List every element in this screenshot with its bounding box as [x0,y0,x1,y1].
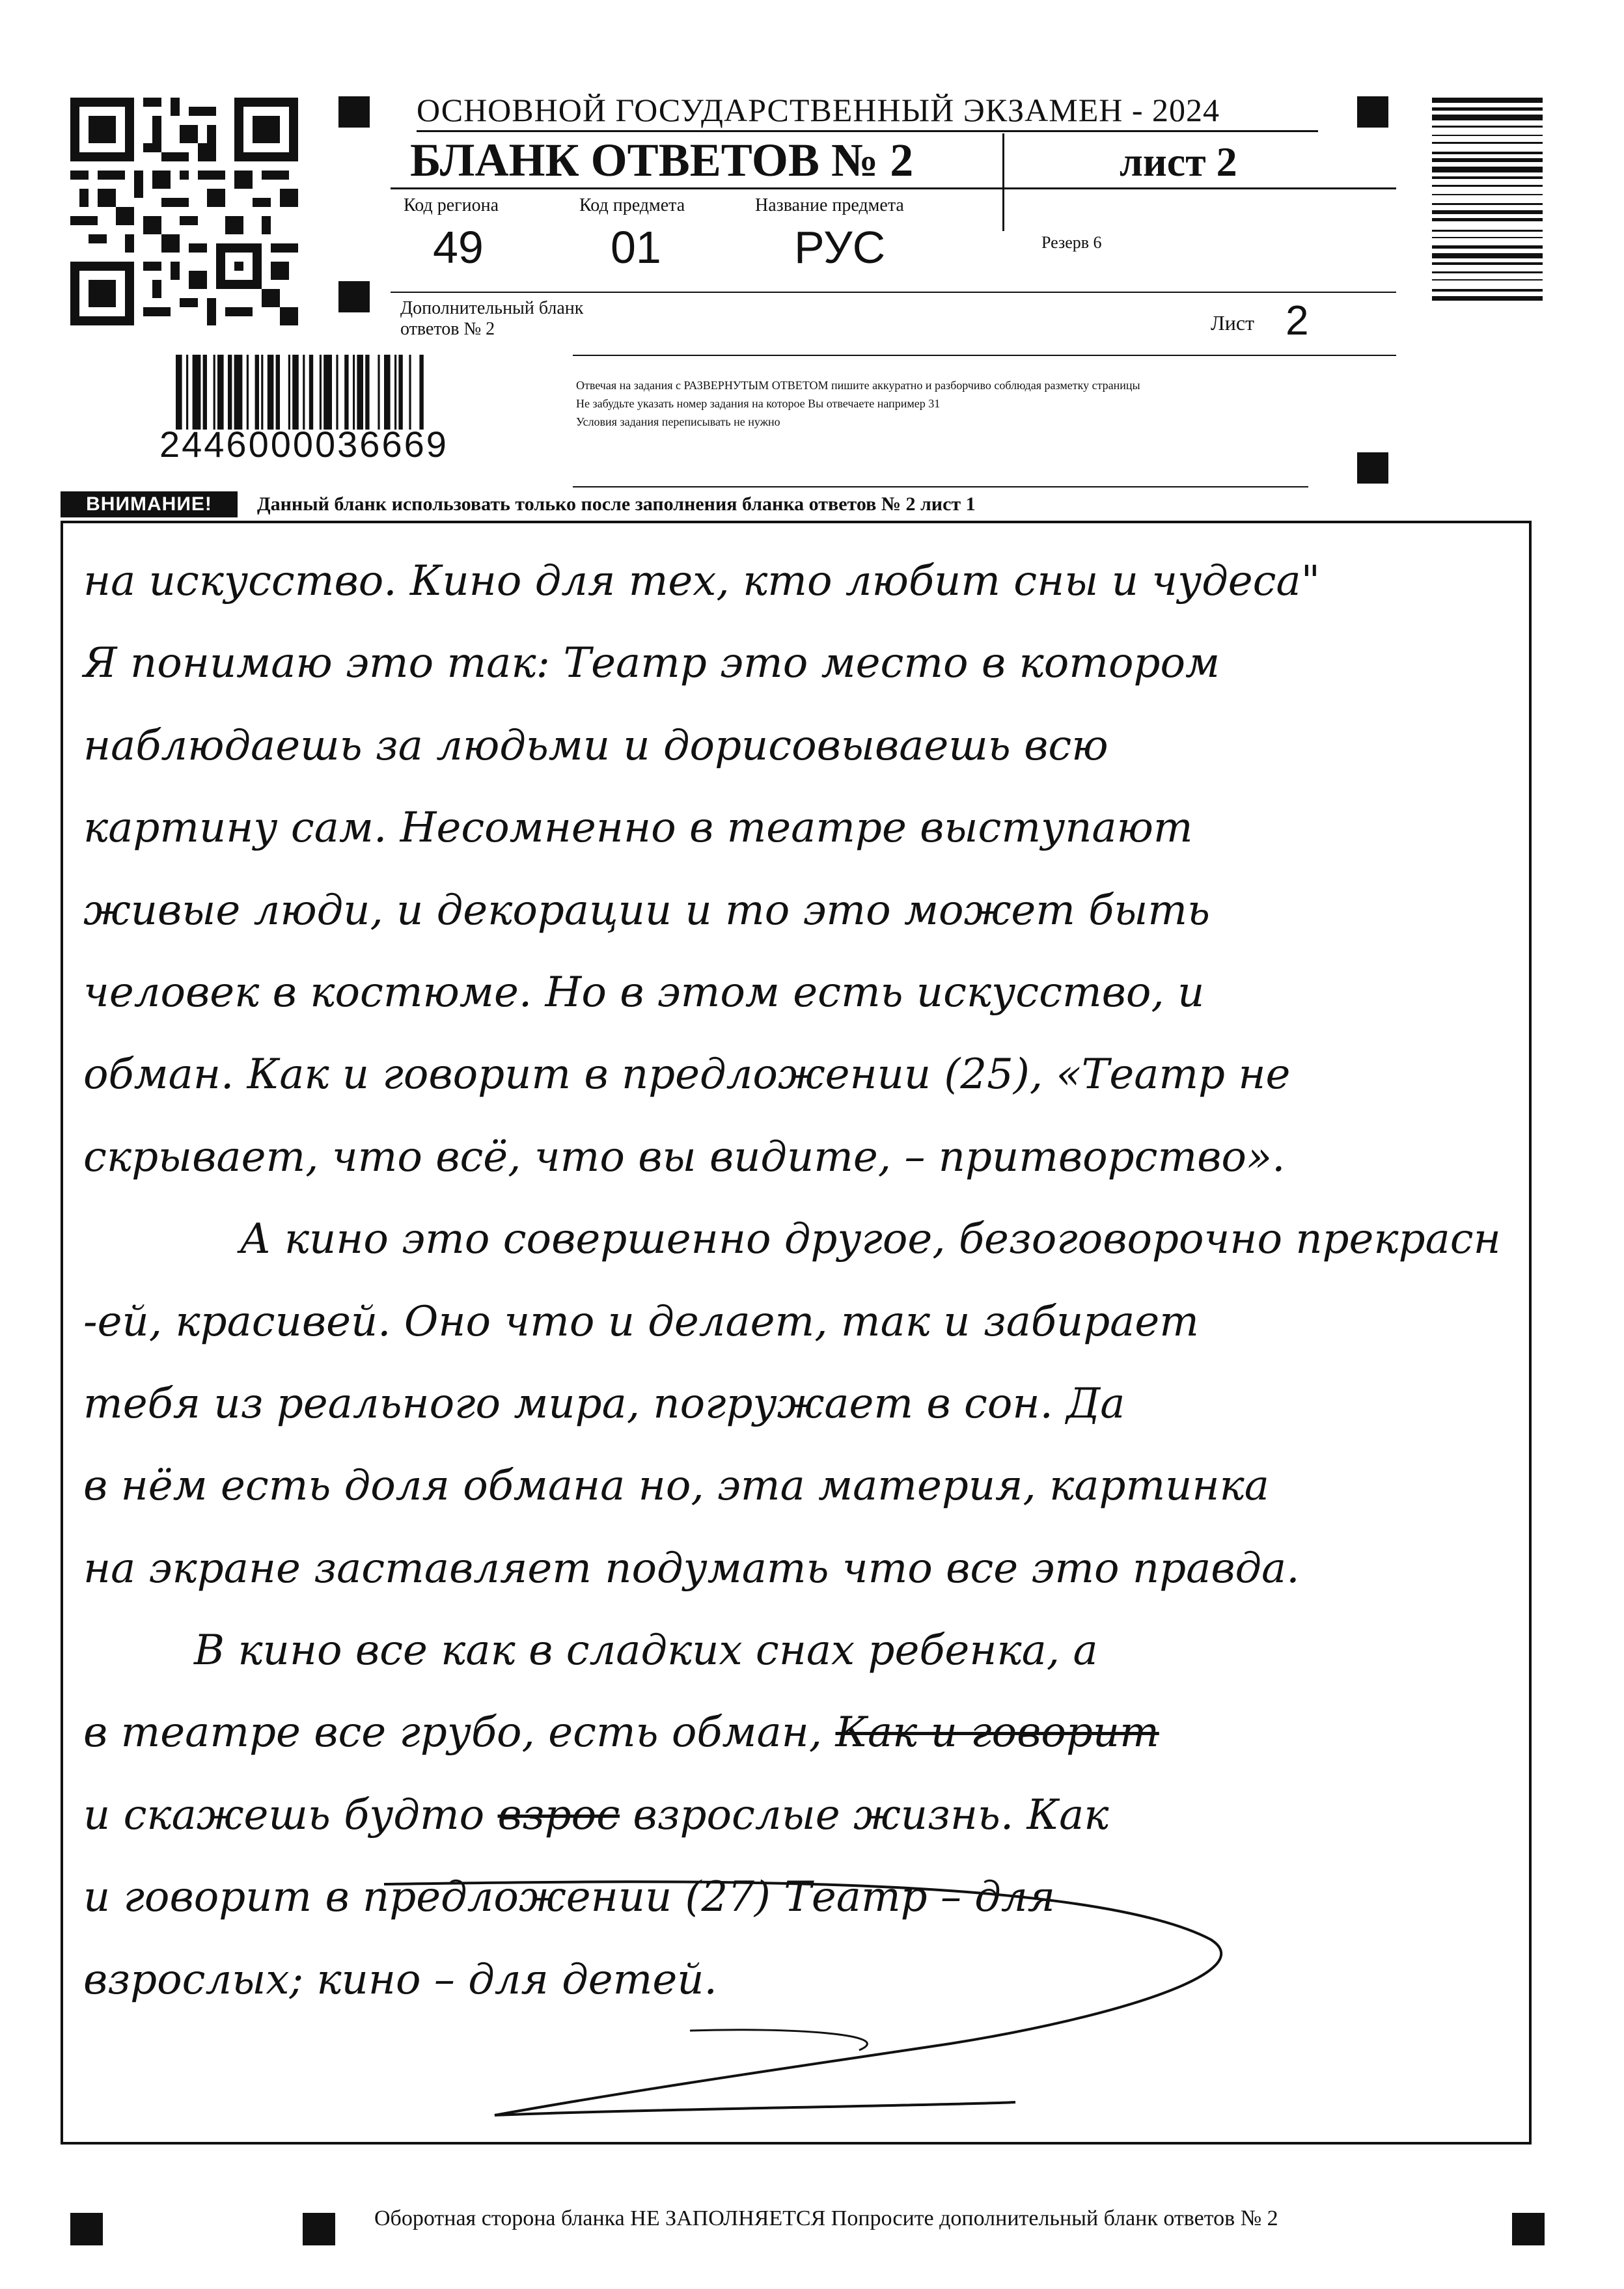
cancellation-z-stroke [365,1874,1289,2135]
barcode-bar [276,355,280,430]
barcode-bar [203,355,207,430]
barcode-bar [378,355,379,430]
barcode-bar [1432,176,1543,179]
barcode-bar [176,355,182,430]
answer-line: наблюдаешь за людьми и дорисовываешь всю [83,721,1108,770]
barcode-bar [1432,203,1543,205]
barcode-bar [365,355,369,430]
answer-line: в нём есть доля обмана но, эта материя, картинка [83,1462,1269,1511]
barcode-bar [1432,279,1543,281]
barcode-bar [288,355,290,430]
instruction-line: Отвечая на задания с РАЗВЕРНУТЫМ ОТВЕТОМ пишите аккуратно и разборчиво соблюдая разметку страницы [576,379,1140,392]
barcode-bar [409,355,411,430]
side-barcode-icon [1432,98,1543,501]
barcode-bar [261,355,263,430]
barcode-bar [384,355,391,430]
answer-line: и говорит в предложении (27) Театр – для [83,1873,1055,1922]
barcode-bar [1432,158,1543,162]
corner-marker [1512,2213,1545,2245]
barcode-bar [268,355,274,430]
barcode-bar [292,355,299,430]
barcode-bar [1432,115,1543,120]
header-rule [573,355,1396,356]
barcode-bar [320,355,322,430]
barcode-bar [186,355,188,430]
subject-name-value: РУС [794,222,886,273]
answer-line: скрывает, что всё, что вы видите, – притворство». [83,1132,1286,1181]
subject-code-label: Код предмета [579,195,685,215]
barcode-bar [309,355,313,430]
struck-out-text: Как и говорит [835,1708,1159,1757]
region-code-label: Код региона [404,195,499,215]
answer-line: тебя из реального мира, погружает в сон. Да [83,1379,1125,1428]
barcode-bar [1432,135,1543,136]
barcode-bar [1432,167,1543,172]
barcode-bar [357,355,363,430]
answer-line: живые люди, и декорации и то это может быть [83,886,1210,935]
barcode-bar [193,355,201,430]
barcode-bar [344,355,348,430]
instruction-line: Не забудьте указать номер задания на которое Вы отвечаете например 31 [576,397,941,410]
answer-line: на искусство. Кино для тех, кто любит сны и чудеса" [83,557,1321,605]
barcode-bar [1432,126,1543,128]
instructions [576,376,1390,431]
extra-form-label: Дополнительный бланк ответов № 2 [400,298,584,339]
answer-line: В кино все как в сладких снах ребенка, а [194,1626,1098,1675]
barcode-bar [255,355,259,430]
subject-code-value: 01 [611,222,661,273]
answer-line [83,1692,1525,1774]
answer-line [83,1774,1525,1856]
barcode-bar [247,355,249,430]
barcode-number: 2446000036669 [159,424,448,465]
exam-title: ОСНОВНОЙ ГОСУДАРСТВЕННЫЙ ЭКЗАМЕН - 2024 [417,92,1220,128]
attention-text: Данный бланк использовать только после заполнения бланка ответов № 2 лист 1 [257,493,976,515]
attention-badge: ВНИМАНИЕ! [61,491,238,517]
answer-line: человек в костюме. Но в этом есть искусство, и [83,968,1205,1017]
instruction-line: Условия задания переписывать не нужно [576,415,780,428]
barcode-bar [1432,194,1543,195]
corner-marker [1357,452,1388,484]
title-underline [417,130,1318,132]
corner-marker [303,2213,335,2245]
answer-text [83,540,1525,2021]
corner-marker [338,281,370,312]
barcode-bar [1432,230,1543,232]
reserve-field: Резерв 6 [1041,233,1102,252]
answer-line-text: и скажешь будто [83,1790,485,1839]
barcode-bar [1432,271,1543,273]
corner-marker [338,96,370,128]
barcode-bar [1432,107,1543,111]
barcode-bar [1432,142,1543,144]
barcode-bar [228,355,232,430]
struck-out-text: взрос [497,1790,620,1839]
barcode-bar [1432,237,1543,238]
answer-line-text: взрослые жизнь. Как [633,1790,1109,1839]
barcode-bar [1432,262,1543,265]
form-title: БЛАНК ОТВЕТОВ № 2 [410,134,914,186]
sheet-number-label: Лист [1211,311,1255,335]
barcode-bar [213,355,215,430]
corner-marker [1357,96,1388,128]
answer-line: взрослых; кино – для детей. [83,1955,717,2004]
barcode-bar [1432,296,1543,301]
answer-line: -ей, красивей. Оно что и делает, так и забирает [83,1297,1199,1346]
barcode-bar [353,355,355,430]
barcode-bar [1432,98,1543,103]
subject-name-label: Название предмета [755,195,904,215]
barcode-bar [323,355,332,430]
sheet-number-value: 2 [1286,297,1309,344]
barcode-bar [303,355,305,430]
answer-line-text: в театре все грубо, есть обман, [83,1708,823,1757]
barcode-bar [1432,218,1543,221]
barcode-bar [217,355,224,430]
header-rule [573,486,1308,487]
footer-text: Оборотная сторона бланка НЕ ЗАПОЛНЯЕТСЯ Попросите дополнительный бланк ответов № 2 [374,2206,1278,2230]
barcode-bar [394,355,396,430]
header-rule [391,292,1396,293]
qr-code-icon [70,98,298,325]
barcode-bar [336,355,338,430]
header-rule [391,187,1396,189]
answer-line: на экране заставляет подумать что все это правда. [83,1544,1300,1593]
barcode-bar [1432,152,1543,154]
answer-line: картину сам. Несомненно в театре выступают [83,804,1193,853]
barcode-bar [1432,289,1543,292]
barcode-bar [234,355,243,430]
barcode-bar [1432,185,1543,187]
answer-line: А кино это совершенно другое, безоговорочно прекрасн [240,1215,1501,1264]
barcode-icon [176,355,534,430]
answer-line: обман. Как и говорит в предложении (25), «Театр не [83,1050,1291,1099]
answer-line: Я понимаю это так: Театр это место в котором [83,639,1220,688]
header-divider [1002,133,1004,231]
barcode-bar [1432,245,1543,249]
region-code-value: 49 [433,222,484,273]
barcode-bar [419,355,423,430]
corner-marker [70,2213,103,2245]
barcode-bar [398,355,402,430]
barcode-bar [1432,210,1543,214]
barcode-bar [1432,253,1543,258]
sheet-label: лист 2 [1120,139,1237,185]
